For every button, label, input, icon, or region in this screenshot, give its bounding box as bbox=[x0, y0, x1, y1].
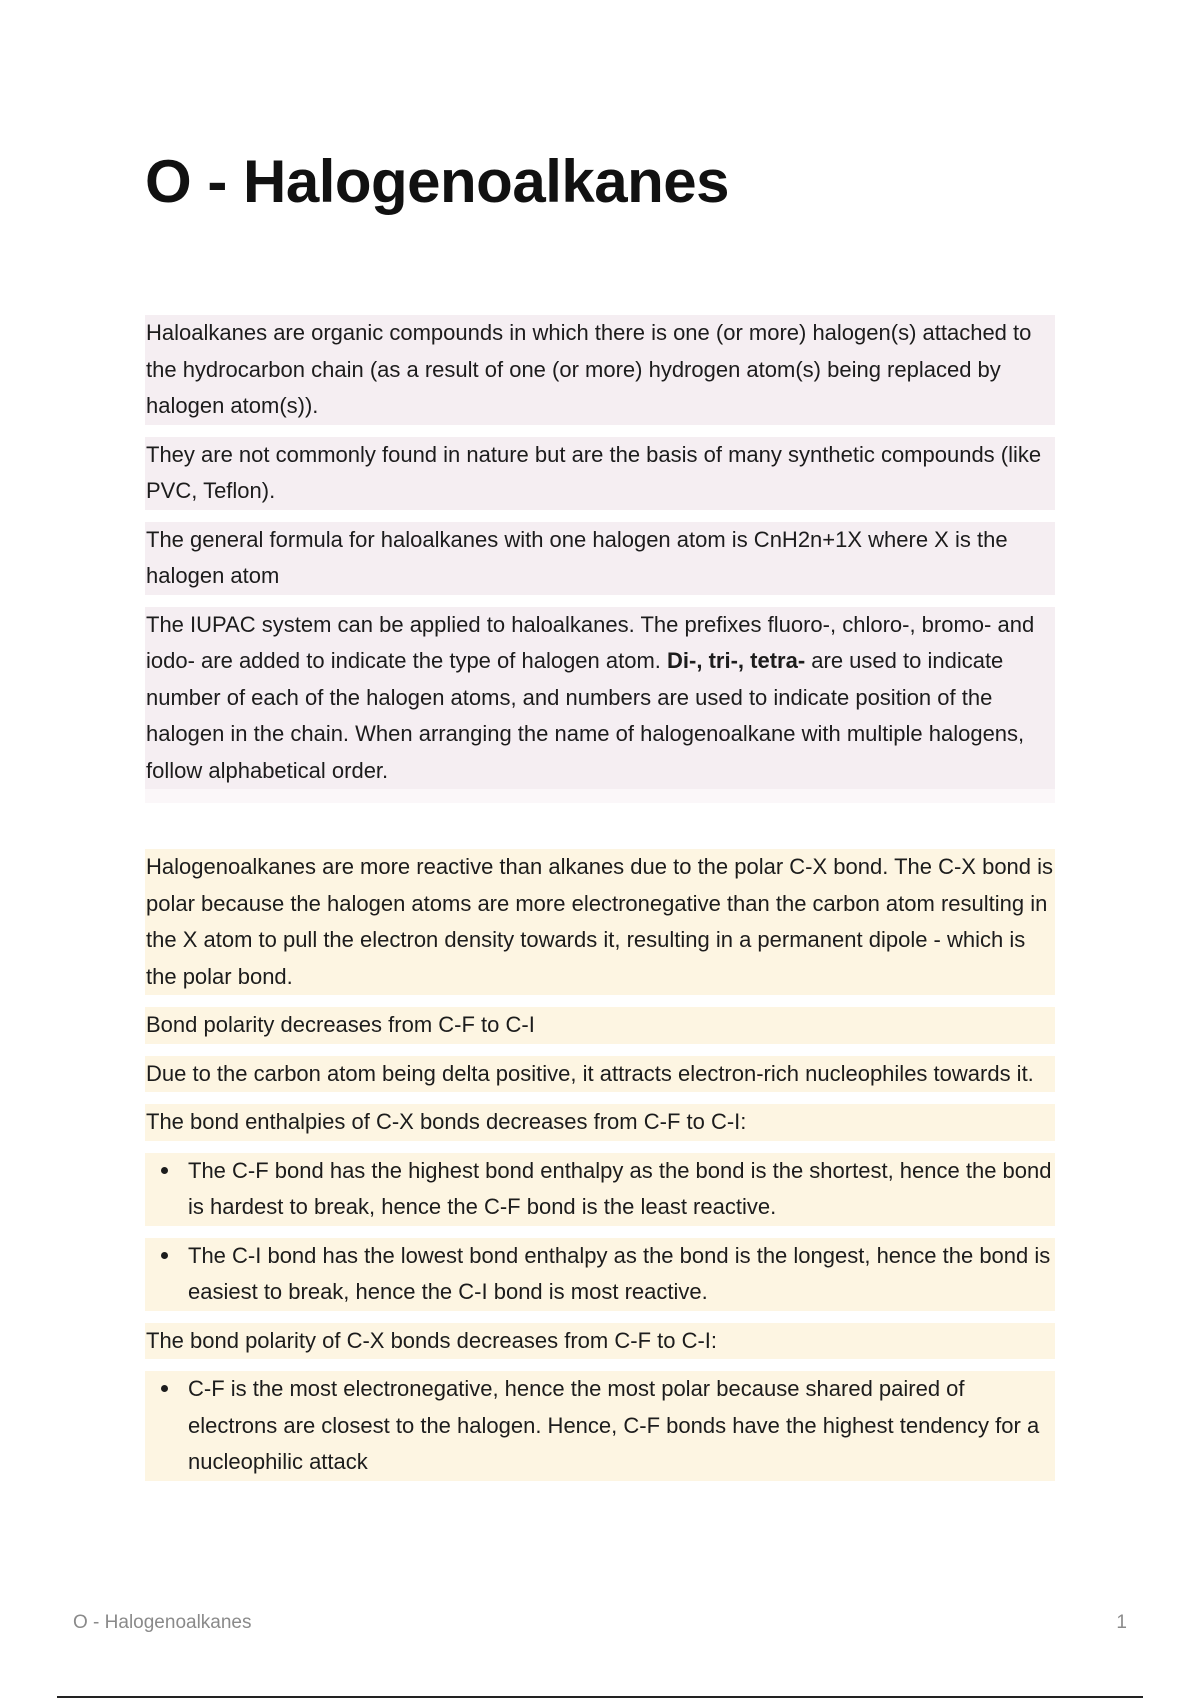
paragraph-occurrence: They are not commonly found in nature but are the basis of many synthetic compounds (like PVC, Teflon). bbox=[145, 437, 1055, 510]
list-item-text: The C-I bond has the lowest bond enthalpy as the bond is the longest, hence the bond is easiest to break, hence the C-I bond is most reactive. bbox=[188, 1242, 1051, 1304]
paragraph-bond-polarity: Bond polarity decreases from C-F to C-I bbox=[145, 1007, 1055, 1044]
bullet-icon bbox=[161, 1167, 168, 1174]
section-gap bbox=[145, 803, 1055, 849]
paragraph-reactivity: Halogenoalkanes are more reactive than alkanes due to the polar C-X bond. The C-X bond is polar because the halogen atoms are more electronegative than the carbon atom resulting in the X atom to pull the electron density towards it, resulting in a permanent dipole - which is the polar bond. bbox=[145, 849, 1055, 995]
page-title: O - Halogenoalkanes bbox=[145, 148, 729, 215]
footer-divider bbox=[57, 1696, 1143, 1698]
iupac-text-end: are used to indicate number of each of the halogen atoms, and numbers are used to indicate position of the halogen in the chain. When arranging the name of halogenoalkane with multiple halogens, follow alphabetical order. bbox=[146, 648, 1025, 783]
footer-title: O - Halogenoalkanes bbox=[73, 1612, 252, 1633]
paragraph-iupac-naming bbox=[145, 607, 1055, 790]
page-number: 1 bbox=[1116, 1612, 1127, 1633]
list-item-text: C-F is the most electronegative, hence the most polar because shared paired of electrons are closest to the halogen. Hence, C-F bonds have the highest tendency for a nucleophilic attack bbox=[188, 1376, 1040, 1474]
list-item-text: The C-F bond has the highest bond enthalpy as the bond is the shortest, hence the bond is hardest to break, hence the C-F bond is the least reactive. bbox=[188, 1157, 1052, 1219]
bullet-icon bbox=[161, 1252, 168, 1259]
list-item bbox=[145, 1238, 1055, 1311]
paragraph-general-formula: The general formula for haloalkanes with one halogen atom is CnH2n+1X where X is the halogen atom bbox=[145, 522, 1055, 595]
paragraph-nucleophiles: Due to the carbon atom being delta positive, it attracts electron-rich nucleophiles towards it. bbox=[145, 1056, 1055, 1093]
iupac-prefixes-bold: Di-, tri-, tetra- bbox=[667, 648, 806, 673]
iupac-text-start: The IUPAC system can be applied to haloalkanes. The prefixes fluoro-, chloro-, bromo- and iodo- are added to indicate the type of halogen atom. bbox=[146, 611, 1035, 673]
list-item bbox=[145, 1153, 1055, 1226]
section-divider bbox=[145, 789, 1055, 803]
paragraph-bond-enthalpies: The bond enthalpies of C-X bonds decreases from C-F to C-I: bbox=[145, 1104, 1055, 1141]
list-item bbox=[145, 1371, 1055, 1481]
document-body bbox=[145, 315, 1055, 1493]
paragraph-polarity-order: The bond polarity of C-X bonds decreases from C-F to C-I: bbox=[145, 1323, 1055, 1360]
bullet-icon bbox=[161, 1385, 168, 1392]
paragraph-definition: Haloalkanes are organic compounds in which there is one (or more) halogen(s) attached to the hydrocarbon chain (as a result of one (or more) hydrogen atom(s) being replaced by halogen atom(s)). bbox=[145, 315, 1055, 425]
